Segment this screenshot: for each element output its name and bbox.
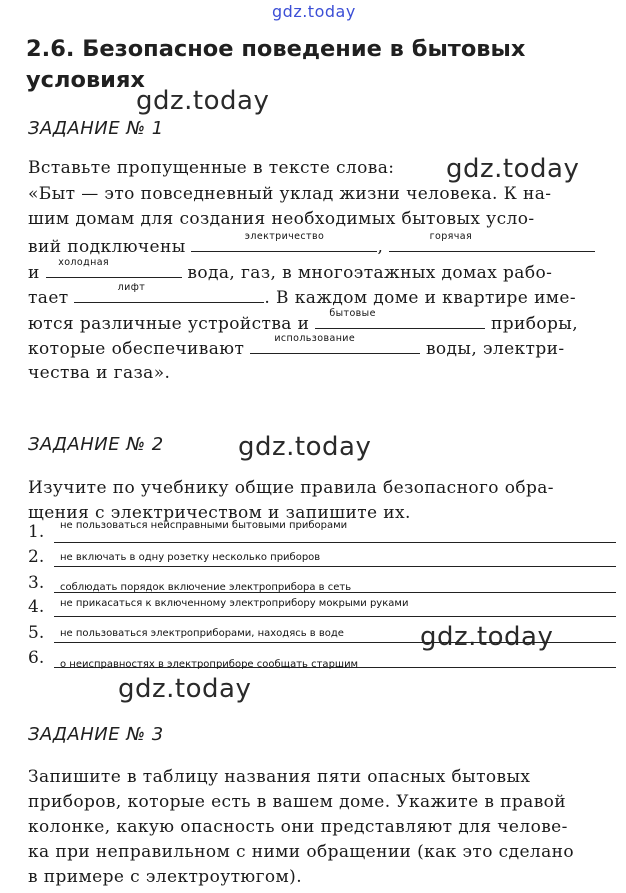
task1-line <box>28 233 620 260</box>
rule-answer: соблюдать порядок включение электроприбора в сеть <box>60 582 352 593</box>
task1-intro: Вставьте пропущенные в тексте слова: <box>28 158 395 178</box>
answer-line <box>54 542 616 543</box>
answer-line <box>54 566 616 567</box>
watermark: gdz.today <box>446 154 580 184</box>
rule-answer: не пользоваться неисправными бытовыми приборами <box>60 520 348 531</box>
blank-field <box>74 284 264 303</box>
text-fragment: , <box>377 237 384 257</box>
answer-line <box>54 616 616 617</box>
text-fragment: воды, электри- <box>425 339 565 359</box>
item-number: 1. <box>28 522 45 542</box>
task3-line: колонке, какую опасность они представляют для челове- <box>28 817 568 837</box>
text-fragment: приборы, <box>491 314 579 334</box>
answer-line <box>54 667 616 668</box>
item-number: 5. <box>28 623 45 643</box>
blank-field <box>191 233 377 252</box>
task2-line: щения с электричеством и запишите их. <box>28 503 411 523</box>
answer-text: бытовые <box>329 308 376 319</box>
task1-line: чества и газа». <box>28 363 171 383</box>
text-fragment: вий подключены <box>28 237 186 257</box>
task1-line <box>28 284 620 311</box>
task2-heading: ЗАДАНИЕ № 2 <box>28 434 164 455</box>
answer-line <box>54 642 616 643</box>
text-fragment: ются различные устройства и <box>28 314 310 334</box>
text-fragment: которые обеспечивают <box>28 339 245 359</box>
item-number: 2. <box>28 547 45 567</box>
blank-field <box>46 259 182 278</box>
watermark: gdz.today <box>136 86 270 116</box>
task1-heading: ЗАДАНИЕ № 1 <box>28 118 164 139</box>
blank-field <box>250 335 420 354</box>
task1-line: шим домам для создания необходимых бытовых усло- <box>28 209 535 229</box>
task3-line: Запишите в таблицу названия пяти опасных бытовых <box>28 767 531 787</box>
text-fragment: и <box>28 263 40 283</box>
text-fragment: вода, газ, в многоэтажных домах рабо- <box>187 263 553 283</box>
answer-text: электричество <box>244 231 325 242</box>
item-number: 3. <box>28 573 45 593</box>
task3-line: приборов, которые есть в вашем доме. Укажите в правой <box>28 792 567 812</box>
task3-line: в примере с электроутюгом). <box>28 867 303 887</box>
item-number: 4. <box>28 597 45 617</box>
task3-heading: ЗАДАНИЕ № 3 <box>28 724 164 745</box>
rule-answer: не прикасаться к включенному электроприбору мокрыми руками <box>60 598 409 609</box>
watermark: gdz.today <box>272 2 356 21</box>
task3-line: ка при неправильном с ними обращении (как это сделано <box>28 842 575 862</box>
text-fragment: . В каждом доме и квартире име- <box>264 288 577 308</box>
section-title: 2.6. Безопасное поведение в бытовых условиях <box>26 36 526 93</box>
task1-line <box>28 335 620 362</box>
rule-answer: о неисправностях в электроприборе сообщать старшим <box>60 659 359 670</box>
rule-answer: не пользоваться электроприборами, находясь в воде <box>60 628 344 639</box>
text-fragment: тает <box>28 288 69 308</box>
task2-line: Изучите по учебнику общие правила безопасного обра- <box>28 478 554 498</box>
answer-text: горячая <box>429 231 473 242</box>
answer-text: использование <box>274 333 356 344</box>
task1-line: «Быт — это повседневный уклад жизни человека. К на- <box>28 184 552 204</box>
rule-answer: не включать в одну розетку несколько приборов <box>60 552 321 563</box>
answer-text: холодная <box>58 257 110 268</box>
watermark: gdz.today <box>118 674 252 704</box>
blank-field <box>389 233 595 252</box>
item-number: 6. <box>28 648 45 668</box>
watermark: gdz.today <box>238 432 372 462</box>
watermark: gdz.today <box>420 622 554 652</box>
answer-text: лифт <box>117 282 146 293</box>
answer-line <box>54 592 616 593</box>
